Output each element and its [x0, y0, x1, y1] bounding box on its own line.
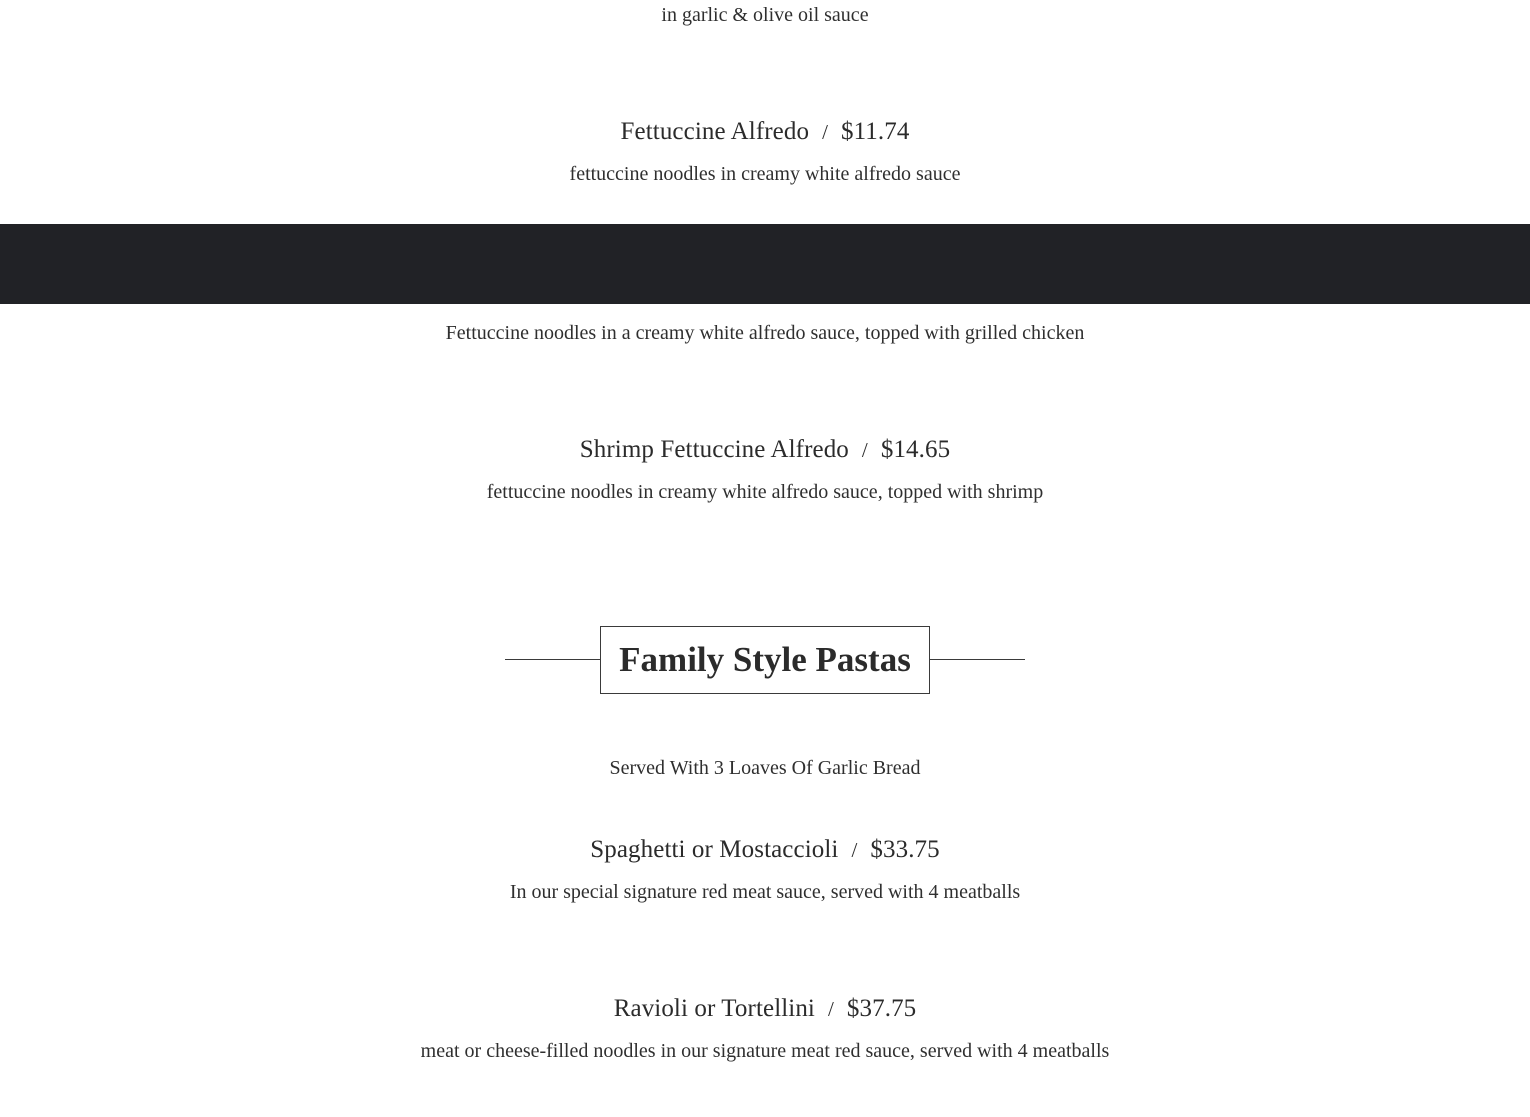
menu-item-name: Ravioli or Tortellini	[613, 995, 815, 1022]
menu-item-title-shrimp-fettuccine-alfredo	[0, 432, 1530, 468]
section-title: Family Style Pastas	[600, 626, 930, 694]
menu-item-price: $14.65	[880, 436, 951, 463]
dark-banner-band	[0, 224, 1530, 304]
menu-item-title-ravioli-tortellini	[0, 991, 1530, 1027]
price-separator: /	[851, 838, 858, 862]
family-style-section-heading	[505, 626, 1025, 694]
menu-item-price: $33.75	[870, 836, 940, 863]
price-separator: /	[822, 120, 829, 144]
chicken-alfredo-description: Fettuccine noodles in a creamy white alfredo sauce, topped with grilled chicken	[445, 322, 1085, 344]
menu-item-description: In our special signature red meat sauce, served with 4 meatballs	[509, 881, 1021, 903]
menu-item-description: meat or cheese-filled noodles in our signature meat red sauce, served with 4 meatballs	[420, 1040, 1110, 1062]
heading-rule-left	[505, 659, 600, 660]
menu-item-name: Fettuccine Alfredo	[620, 118, 810, 145]
heading-rule-right	[930, 659, 1025, 660]
menu-item-description: fettuccine noodles in creamy white alfredo sauce	[569, 163, 961, 185]
menu-item-price: $37.75	[846, 995, 917, 1022]
price-separator: /	[827, 997, 834, 1021]
menu-item-price: $11.74	[841, 118, 910, 145]
menu-item-title-spaghetti-mostaccioli	[0, 832, 1530, 868]
menu-item-name: Spaghetti or Mostaccioli	[590, 836, 839, 863]
menu-item-description: fettuccine noodles in creamy white alfredo sauce, topped with shrimp	[486, 481, 1044, 503]
price-separator: /	[861, 438, 868, 462]
section-subheading: Served With 3 Loaves Of Garlic Bread	[609, 757, 921, 779]
menu-item-name: Shrimp Fettuccine Alfredo	[579, 436, 849, 463]
garlic-oil-item-description: in garlic & olive oil sauce	[661, 4, 869, 26]
menu-item-title-fettuccine-alfredo	[0, 114, 1530, 150]
